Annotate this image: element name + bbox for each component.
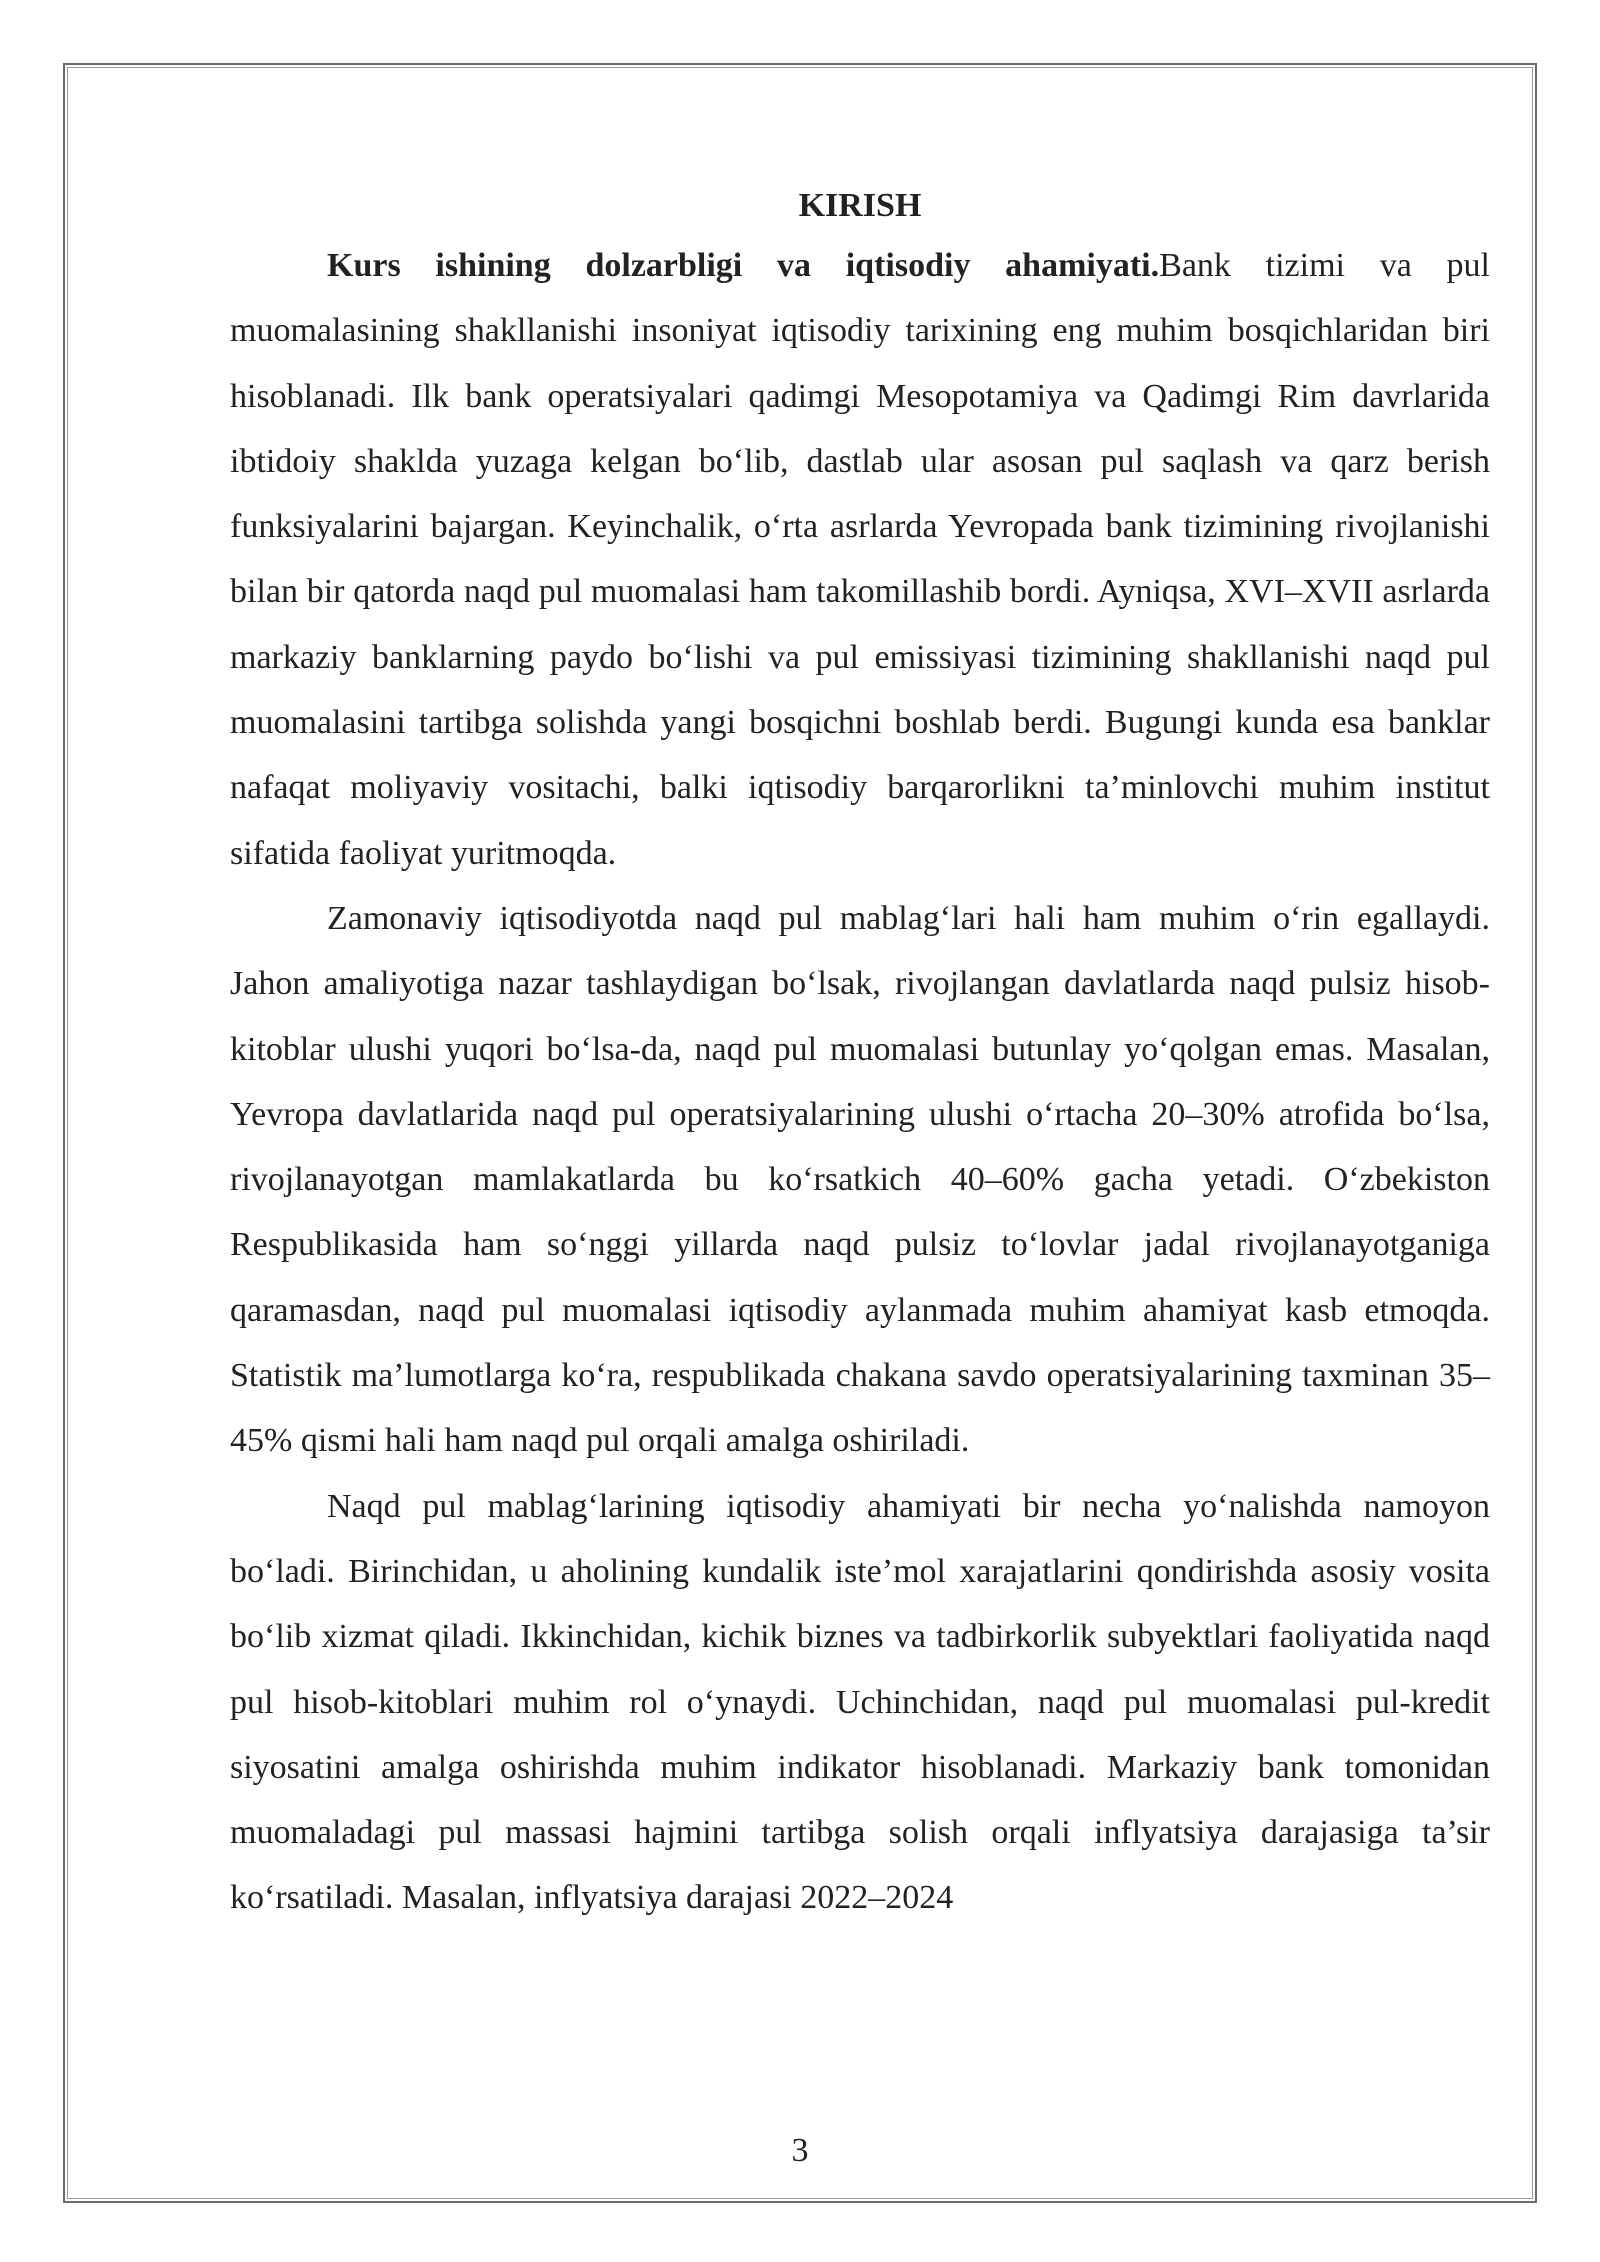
paragraph-1-text: Bank tizimi va pul muomalasining shakllanishi insoniyat iqtisodiy tarixining eng muhim bosqichlaridan biri hisoblanadi. Ilk bank operatsiyalari qadimgi Mesopotamiya va Qadimgi Rim davrlarida ibtidoiy shaklda yuzaga kelgan bo‘lib, dastlab ular asosan pul saqlash va qarz berish funksiyalarini bajargan. Keyinchalik, o‘rta asrlarda Yevropada bank tizimining rivojlanishi bilan bir qatorda naqd pul muomalasi ham takomillashib bordi. Ayniqsa, XVI–XVII asrlarda markaziy banklarning paydo bo‘lishi va pul emissiyasi tizimining shakllanishi naqd pul muomalasini tartibga solishda yangi bosqichni boshlab berdi. Bugungi kunda esa banklar nafaqat moliyaviy vositachi, balki iqtisodiy barqarorlikni ta’minlovchi muhim institut sifatida faoliyat yuritmoqda. (230, 247, 1490, 872)
paragraph-2-text: Zamonaviy iqtisodiyotda naqd pul mablag‘lari hali ham muhim o‘rin egallaydi. Jahon amaliyotiga nazar tashlaydigan bo‘lsak, rivojlangan davlatlarda naqd pulsiz hisob-kitoblar ulushi yuqori bo‘lsa-da, naqd pul muomalasi butunlay yo‘qolgan emas. Masalan, Yevropa davlatlarida naqd pul operatsiyalarining ulushi o‘rtacha 20–30% atrofida bo‘lsa, rivojlanayotgan mamlakatlarda bu ko‘rsatkich 40–60% gacha yetadi. O‘zbekiston Respublikasida ham so‘nggi yillarda naqd pulsiz to‘lovlar jadal rivojlanayotganiga qaramasdan, naqd pul muomalasi iqtisodiy aylanmada muhim ahamiyat kasb etmoqda. Statistik ma’lumotlarga ko‘ra, respublikada chakana savdo operatsiyalarining taxminan 35–45% qismi hali ham naqd pul orqali amalga oshiriladi. (230, 899, 1490, 1460)
paragraph-1 (230, 233, 1490, 886)
paragraph-3-text: Naqd pul mablag‘larining iqtisodiy ahamiyati bir necha yo‘nalishda namoyon bo‘ladi. Birinchidan, u aholining kundalik iste’mol xarajatlarini qondirishda asosiy vosita bo‘lib xizmat qiladi. Ikkinchidan, kichik biznes va tadbirkorlik subyektlari faoliyatida naqd pul hisob-kitoblari muhim rol o‘ynaydi. Uchinchidan, naqd pul muomalasi pul-kredit siyosatini amalga oshirishda muhim indikator hisoblanadi. Markaziy bank tomonidan muomaladagi pul massasi hajmini tartibga solish orqali inflyatsiya darajasiga ta’sir ko‘rsatiladi. Masalan, inflyatsiya darajasi 2022–2024 (230, 1487, 1490, 1917)
page-number: 3 (791, 2132, 809, 2169)
page-content (230, 178, 1490, 1931)
paragraph-3 (230, 1474, 1490, 1931)
section-heading: KIRISH (798, 187, 922, 224)
paragraph-2 (230, 886, 1490, 1474)
paragraph-lead-title: Kurs ishining dolzarbligi va iqtisodiy ahamiyati. (327, 247, 1160, 284)
